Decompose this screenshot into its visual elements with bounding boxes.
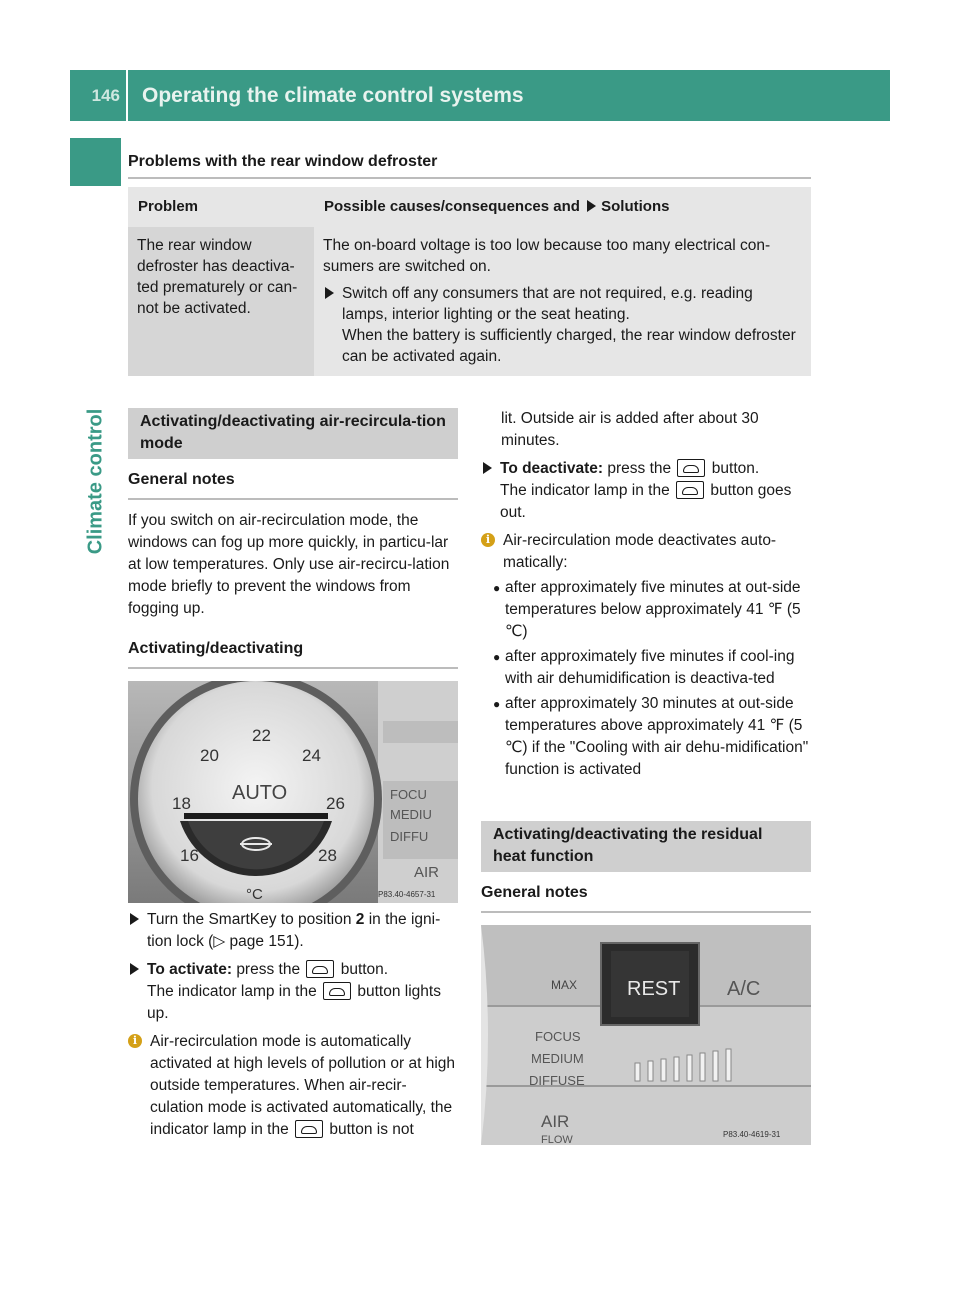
table-row bbox=[128, 227, 811, 376]
info1-text: Air-recirculation mode is automatically activated at high levels of pollution or at high outside temperatures. When air-recir-culation mode is activated automatically, the indicator lamp in the bbox=[150, 1033, 456, 1138]
recirculation-icon bbox=[677, 459, 705, 477]
heading-rule bbox=[481, 911, 811, 913]
heading-rule bbox=[128, 498, 458, 500]
problem-cell: The rear window defroster has deactiva-ted prematurely or can-not be activated. bbox=[128, 227, 314, 376]
dial-temp-20: 20 bbox=[200, 746, 219, 765]
residual-section-title: Activating/deactivating the residual heat function bbox=[481, 821, 811, 872]
recirc-general-notes-heading: General notes bbox=[128, 471, 235, 488]
chapter-title: Operating the climate control systems bbox=[142, 84, 524, 107]
right-column bbox=[481, 408, 811, 1145]
solution-cell bbox=[314, 227, 811, 376]
bullet-text: after approximately five minutes at out-side temperatures below approximately 41 ℉ (5 ℃) bbox=[505, 579, 801, 640]
problems-rule bbox=[128, 177, 811, 179]
page-number: 146 bbox=[91, 86, 120, 105]
problems-table bbox=[128, 187, 811, 376]
arrow-icon bbox=[130, 913, 139, 925]
dial-temp-24: 24 bbox=[302, 746, 321, 765]
step-turn-smartkey bbox=[128, 909, 458, 953]
residual-general-notes-heading: General notes bbox=[481, 884, 588, 901]
arrow-icon bbox=[130, 963, 139, 975]
col-solutions-header-post: Solutions bbox=[601, 198, 670, 215]
panel-label-focus: FOCUS bbox=[535, 1029, 581, 1044]
bullet-text: after approximately 30 minutes at out-side temperatures above approximately 41 ℉ (5 ℃) if the "Cooling with air dehu-midification" function is activated bbox=[505, 695, 809, 778]
dial-temp-18: 18 bbox=[172, 794, 191, 813]
step2-post: button. bbox=[340, 961, 389, 978]
info2-text: Air-recirculation mode deactivates auto-matically: bbox=[503, 532, 777, 571]
step1-pre: Turn the SmartKey to position bbox=[147, 911, 352, 928]
bullet-text: after approximately five minutes if cool-ing with air dehumidification is deactiva-ted bbox=[505, 648, 795, 687]
climate-panel-photo bbox=[481, 925, 811, 1145]
step1-bold: 2 bbox=[355, 911, 365, 928]
info-note-auto-activation bbox=[128, 1031, 458, 1141]
dial-temp-28: 28 bbox=[318, 846, 337, 865]
bullet-icon: ● bbox=[493, 650, 501, 664]
dial-temp-22: 22 bbox=[252, 726, 271, 745]
activating-heading: Activating/deactivating bbox=[128, 640, 304, 657]
climate-dial-photo bbox=[128, 681, 458, 903]
panel-label-ac: A/C bbox=[727, 978, 761, 1000]
left-column bbox=[128, 408, 458, 1141]
panel-label-flow: FLOW bbox=[541, 1134, 573, 1145]
page-header bbox=[70, 70, 890, 121]
arrow-icon bbox=[325, 287, 334, 299]
dial-unit-label: °C bbox=[246, 886, 263, 903]
panel-label-rest: REST bbox=[627, 978, 681, 1000]
dial-temp-16: 16 bbox=[180, 846, 199, 865]
step2-note-pre: The indicator lamp in the bbox=[147, 983, 317, 1000]
side-tab bbox=[70, 138, 121, 1170]
step2-pre: press the bbox=[236, 961, 301, 978]
side-tab-label-wrap bbox=[70, 186, 121, 776]
recirculation-icon bbox=[676, 481, 704, 499]
recirculation-icon bbox=[306, 960, 334, 978]
panel-label-focus: FOCU bbox=[390, 787, 427, 802]
step1-post: in the igni-tion lock (▷ page 151). bbox=[147, 911, 441, 950]
cause-text: The on-board voltage is too low because too many electrical con-sumers are switched on. bbox=[323, 237, 771, 275]
step3-pre: press the bbox=[607, 460, 672, 477]
info-note-auto-deactivation bbox=[481, 530, 811, 574]
dial-auto-label: AUTO bbox=[232, 782, 288, 804]
solution-text: Switch off any consumers that are not required, e.g. reading lamps, interior lighting or the seat heating. bbox=[342, 285, 753, 323]
panel-label-diffuse: DIFFUSE bbox=[529, 1073, 585, 1088]
col-problem-header: Problem bbox=[128, 187, 314, 227]
arrow-icon bbox=[483, 462, 492, 474]
dial-temp-26: 26 bbox=[326, 794, 345, 813]
step-activate bbox=[128, 959, 458, 1025]
recirculation-icon bbox=[295, 1120, 323, 1138]
bullet-icon: ● bbox=[493, 697, 501, 711]
info1-continuation: lit. Outside air is added after about 30 minutes. bbox=[501, 410, 759, 449]
recirc-section-title: Activating/deactivating air-recircula-tion mode bbox=[128, 408, 458, 459]
problems-title: Problems with the rear window defroster bbox=[128, 153, 438, 170]
step-deactivate bbox=[481, 458, 811, 524]
table-header-row bbox=[128, 187, 811, 227]
recirculation-icon bbox=[323, 982, 351, 1000]
panel-label-medium: MEDIUM bbox=[531, 1051, 584, 1066]
photo1-code: P83.40-4657-31 bbox=[378, 890, 436, 899]
step3-note-post: button goes out. bbox=[500, 482, 792, 521]
info1-post: button is not bbox=[329, 1121, 414, 1138]
panel-label-air: AIR bbox=[414, 864, 440, 881]
solution-note: When the battery is sufficiently charged, the rear window defroster can be activated again. bbox=[342, 327, 796, 365]
photo2-code: P83.40-4619-31 bbox=[723, 1130, 781, 1139]
bullet-icon: ● bbox=[493, 581, 501, 595]
step3-note-pre: The indicator lamp in the bbox=[500, 482, 670, 499]
list-item bbox=[481, 646, 811, 690]
panel-label-air: AIR bbox=[541, 1112, 570, 1131]
arrow-icon bbox=[587, 200, 596, 212]
recirc-general-notes-text: If you switch on air-recirculation mode, the windows can fog up more quickly, in particu-lar at low temperatures. Only use air-recircu-lation mode briefly to prevent the windows from fogging up. bbox=[128, 512, 450, 617]
header-divider bbox=[126, 70, 128, 121]
heading-rule bbox=[128, 667, 458, 669]
side-tab-label: Climate control bbox=[84, 408, 107, 554]
info-icon: i bbox=[128, 1034, 142, 1048]
panel-label-diffuse: DIFFU bbox=[390, 829, 429, 844]
side-tab-marker bbox=[70, 138, 121, 186]
col-solutions-header-pre: Possible causes/consequences and bbox=[324, 198, 580, 215]
info-icon: i bbox=[481, 533, 495, 547]
step3-label: To deactivate: bbox=[500, 460, 604, 477]
step2-note-post: button lights up. bbox=[147, 983, 441, 1022]
list-item bbox=[481, 577, 811, 643]
solution-step bbox=[323, 283, 802, 367]
step2-label: To activate: bbox=[147, 961, 232, 978]
col-solutions-header bbox=[314, 187, 811, 227]
panel-label-medium: MEDIU bbox=[390, 807, 432, 822]
list-item bbox=[481, 693, 811, 781]
step3-post: button. bbox=[711, 460, 760, 477]
panel-label-max: MAX bbox=[551, 978, 578, 992]
